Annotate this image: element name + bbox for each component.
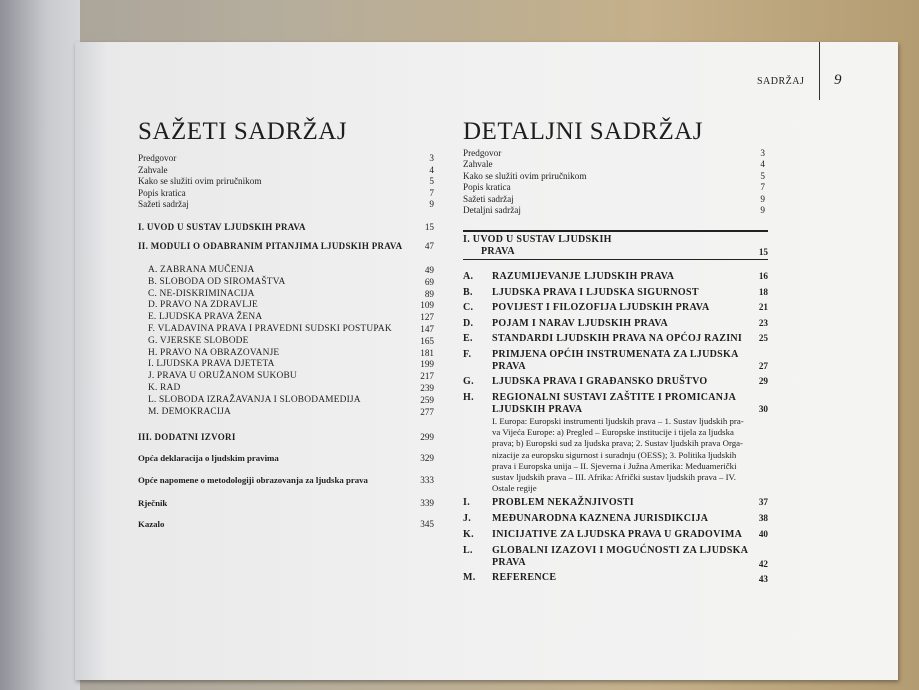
section-entry: LJUDSKA PRAVA I LJUDSKA SIGURNOST <box>492 287 699 298</box>
toc-page: 43 <box>758 574 768 584</box>
toc-part-entry: III. DODATNI IZVORI <box>138 432 236 442</box>
section-letter: A. <box>463 271 474 282</box>
toc-part-entry: II. MODULI O ODABRANIM PITANJIMA LJUDSKIH PRAVA <box>138 241 403 251</box>
toc-entry: Kako se služiti ovim priručnikom <box>463 170 587 181</box>
toc-page: 9 <box>760 193 765 204</box>
running-head: SADRŽAJ <box>757 76 805 87</box>
section-letter: F. <box>463 349 472 360</box>
toc-entry: Zahvale <box>138 164 168 175</box>
toc-page: 18 <box>758 287 768 297</box>
section-entry: LJUDSKIH PRAVA <box>492 404 583 415</box>
toc-page: 30 <box>758 404 768 414</box>
section-entry: POVIJEST I FILOZOFIJA LJUDSKIH PRAVA <box>492 302 710 313</box>
toc-page: 217 <box>420 371 434 382</box>
toc-page: 3 <box>760 148 765 158</box>
toc-page: 42 <box>758 559 768 569</box>
toc-page: 147 <box>420 324 434 334</box>
toc-module-entry: K. RAD <box>148 383 181 393</box>
toc-page: 7 <box>760 182 765 193</box>
toc-entry: Popis kratica <box>138 187 186 198</box>
toc-page: 15 <box>758 247 768 257</box>
toc-page: 29 <box>758 376 768 386</box>
toc-page: 69 <box>424 276 434 287</box>
toc-entry: Predgovor <box>138 153 177 163</box>
toc-page: 25 <box>758 333 768 343</box>
toc-page: 277 <box>420 406 434 417</box>
section-detail-line: Ostale regije <box>492 483 537 494</box>
toc-page: 345 <box>420 519 434 529</box>
toc-entry: Rječnik <box>138 498 168 508</box>
toc-module-entry: F. VLADAVINA PRAVA I PRAVEDNI SUDSKI POSTUPAK <box>148 324 392 334</box>
toc-page: 4 <box>429 164 434 175</box>
toc-entry: Kako se služiti ovim priručnikom <box>138 176 262 187</box>
toc-page: 259 <box>420 394 434 405</box>
section-detail-line: va Vijeća Europe: a) Pregled – Europske institucije i tijela za ljudska <box>492 427 734 438</box>
toc-entry: Opća deklaracija o ljudskim pravima <box>138 453 279 463</box>
toc-page: 23 <box>758 318 768 328</box>
toc-page: 109 <box>420 300 434 311</box>
toc-page: 239 <box>420 383 434 393</box>
toc-page: 4 <box>760 159 765 170</box>
toc-module-entry: C. NE-DISKRIMINACIJA <box>148 288 255 299</box>
toc-module-entry: L. SLOBODA IZRAŽAVANJA I SLOBODAMEDIJA <box>148 394 361 405</box>
toc-page: 21 <box>758 302 768 312</box>
toc-module-entry: M. DEMOKRACIJA <box>148 406 232 417</box>
toc-page: 127 <box>420 312 434 323</box>
section-letter: B. <box>463 287 473 298</box>
toc-entry: Zahvale <box>463 159 493 170</box>
toc-module-entry: H. PRAVO NA OBRAZOVANJE <box>148 347 280 358</box>
toc-module-entry: D. PRAVO NA ZDRAVLJE <box>148 300 258 311</box>
section-letter: C. <box>463 302 474 313</box>
toc-module-entry: A. ZABRANA MUČENJA <box>148 265 255 275</box>
header-divider <box>819 42 820 100</box>
toc-page: 3 <box>429 153 434 163</box>
section-letter: I. <box>463 497 470 508</box>
section-entry: PRAVA <box>492 557 526 568</box>
toc-page: 165 <box>420 335 434 346</box>
toc-page: 9 <box>760 205 765 215</box>
toc-part-entry: I. UVOD U SUSTAV LJUDSKIH <box>463 234 612 245</box>
toc-entry: Sažeti sadržaj <box>463 193 514 204</box>
toc-entry: Detaljni sadržaj <box>463 205 521 215</box>
section-letter: J. <box>463 513 472 524</box>
section-entry: PRAVA <box>492 361 526 372</box>
toc-entry: Popis kratica <box>463 182 511 193</box>
toc-module-entry: J. PRAVA U ORUŽANOM SUKOBU <box>148 371 297 382</box>
section-letter: G. <box>463 376 474 387</box>
section-entry: GLOBALNI IZAZOVI I MOGUĆNOSTI ZA LJUDSKA <box>492 545 749 556</box>
section-entry: LJUDSKA PRAVA I GRAĐANSKO DRUŠTVO <box>492 376 708 387</box>
toc-page: 15 <box>424 222 434 232</box>
toc-module-entry: I. LJUDSKA PRAVA DJETETA <box>148 359 275 370</box>
toc-part-entry: I. UVOD U SUSTAV LJUDSKIH PRAVA <box>138 222 306 232</box>
toc-module-entry: E. LJUDSKA PRAVA ŽENA <box>148 312 263 323</box>
section-detail-line: sustav ljudskih prava – III. Afrika: Afrički sustav ljudskih prava – IV. <box>492 472 736 482</box>
toc-page: 5 <box>429 176 434 187</box>
section-entry: PRIMJENA OPĆIH INSTRUMENATA ZA LJUDSKA <box>492 349 739 360</box>
toc-page: 89 <box>424 288 434 299</box>
toc-entry: Opće napomene o metodologiji obrazovanja za ljudska prava <box>138 475 368 485</box>
toc-entry: Predgovor <box>463 148 502 158</box>
left-page-edge <box>0 0 80 690</box>
toc-module-entry: B. SLOBODA OD SIROMAŠTVA <box>148 276 286 287</box>
toc-page: 27 <box>758 361 768 371</box>
toc-page: 38 <box>758 513 768 523</box>
section-entry: MEĐUNARODNA KAZNENA JURISDIKCIJA <box>492 513 709 524</box>
section-letter: D. <box>463 318 474 329</box>
toc-page: 47 <box>424 241 434 251</box>
toc-page: 37 <box>758 497 768 507</box>
detailed-title: DETALJNI SADRŽAJ <box>463 118 704 145</box>
toc-page: 16 <box>758 271 768 281</box>
section-detail-line: prava; b) Europski sud za ljudska prava; 2. Sustav ljudskih prava Orga- <box>492 438 743 449</box>
section-rule <box>463 259 768 260</box>
section-entry: INICIJATIVE ZA LJUDSKA PRAVA U GRADOVIMA <box>492 529 743 540</box>
toc-page: 7 <box>429 187 434 198</box>
section-entry: RAZUMIJEVANJE LJUDSKIH PRAVA <box>492 271 675 282</box>
toc-page: 49 <box>424 265 434 275</box>
toc-page: 9 <box>429 199 434 210</box>
page-number: 9 <box>834 72 842 88</box>
section-letter: M. <box>463 572 476 583</box>
section-letter: K. <box>463 529 474 540</box>
toc-page: 199 <box>420 359 434 370</box>
section-detail-line: I. Europa: Europski instrumenti ljudskih prava – 1. Sustav ljudskih pra- <box>492 416 744 426</box>
section-entry: STANDARDI LJUDSKIH PRAVA NA OPĆOJ RAZINI <box>492 333 743 344</box>
section-rule <box>463 230 768 232</box>
toc-module-entry: G. VJERSKE SLOBODE <box>148 335 249 346</box>
toc-entry: Sažeti sadržaj <box>138 199 189 210</box>
summary-title: SAŽETI SADRŽAJ <box>138 118 348 145</box>
section-entry: POJAM I NARAV LJUDSKIH PRAVA <box>492 318 669 329</box>
section-detail-line: nizacije za europsku sigurnost i suradnju (OESS); 3. Politika ljudskih <box>492 449 737 460</box>
section-entry: REGIONALNI SUSTAVI ZAŠTITE I PROMICANJA <box>492 392 737 403</box>
section-letter: L. <box>463 545 473 556</box>
section-letter: E. <box>463 333 473 344</box>
section-entry: PROBLEM NEKAŽNJIVOSTI <box>492 497 634 508</box>
toc-page: 299 <box>420 432 434 442</box>
toc-page: 40 <box>758 529 768 539</box>
section-entry: REFERENCE <box>492 572 557 583</box>
toc-page: 339 <box>420 498 434 508</box>
toc-page: 333 <box>420 475 434 485</box>
toc-page: 181 <box>420 347 434 358</box>
toc-part-entry: PRAVA <box>481 246 515 257</box>
toc-page: 5 <box>760 170 765 181</box>
toc-page: 329 <box>420 453 434 463</box>
section-detail-line: prava i Europska unija – II. Sjeverna i Južna Amerika: Međuamerički <box>492 460 737 471</box>
section-letter: H. <box>463 392 474 403</box>
toc-entry: Kazalo <box>138 519 165 529</box>
